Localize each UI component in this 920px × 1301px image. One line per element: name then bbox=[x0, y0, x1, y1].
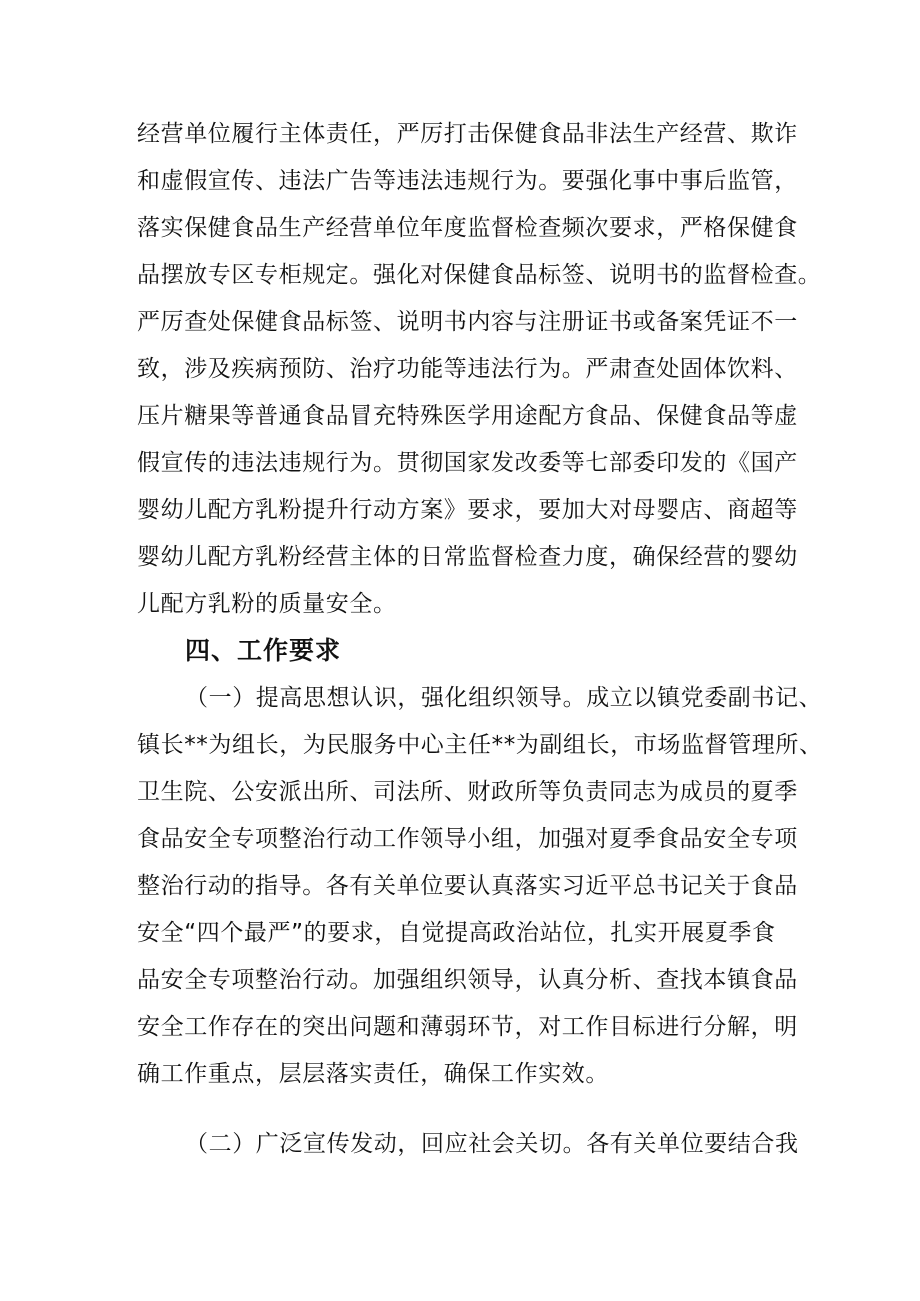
paragraph-1-line-4: 品摆放专区专柜规定。强化对保健食品标签、说明书的监督检查。 bbox=[137, 262, 822, 288]
section-heading: 四、工作要求 bbox=[185, 636, 342, 665]
paragraph-1-line-2: 和虚假宣传、违法广告等违法违规行为。要强化事中事后监管， bbox=[137, 168, 798, 194]
paragraph-1-line-7: 压片糖果等普通食品冒充特殊医学用途配方食品、保健食品等虚 bbox=[137, 403, 798, 429]
paragraph-1-line-8: 假宣传的违法违规行为。贯彻国家发改委等七部委印发的《国产 bbox=[137, 450, 798, 476]
paragraph-2-line-5: 整治行动的指导。各有关单位要认真落实习近平总书记关于食品 bbox=[137, 873, 798, 899]
paragraph-1-line-10: 婴幼儿配方乳粉经营主体的日常监督检查力度，确保经营的婴幼 bbox=[137, 544, 798, 570]
paragraph-2-line-7: 品安全专项整治行动。加强组织领导，认真分析、查找本镇食品 bbox=[137, 967, 798, 993]
paragraph-2-line-1: （一）提高思想认识，强化组织领导。成立以镇党委副书记、 bbox=[185, 685, 823, 711]
paragraph-1-line-6: 致，涉及疾病预防、治疗功能等违法行为。严肃查处固体饮料、 bbox=[137, 356, 798, 382]
paragraph-1-line-9: 婴幼儿配方乳粉提升行动方案》要求，要加大对母婴店、商超等 bbox=[137, 497, 798, 523]
paragraph-2-line-9: 确工作重点，层层落实责任，确保工作实效。 bbox=[137, 1061, 609, 1087]
paragraph-2-line-3: 卫生院、公安派出所、司法所、财政所等负责同志为成员的夏季 bbox=[137, 779, 798, 805]
paragraph-1-line-5: 严厉查处保健食品标签、说明书内容与注册证书或备案凭证不一 bbox=[137, 309, 798, 335]
paragraph-2-line-2: 镇长**为组长，为民服务中心主任**为副组长，市场监督管理所、 bbox=[137, 732, 823, 758]
paragraph-2-line-8: 安全工作存在的突出问题和薄弱环节，对工作目标进行分解，明 bbox=[137, 1014, 798, 1040]
paragraph-3-line-1: （二）广泛宣传发动，回应社会关切。各有关单位要结合我 bbox=[185, 1131, 799, 1157]
paragraph-2-line-4: 食品安全专项整治行动工作领导小组，加强对夏季食品安全专项 bbox=[137, 826, 798, 852]
paragraph-1-line-1: 经营单位履行主体责任，严厉打击保健食品非法生产经营、欺诈 bbox=[137, 121, 798, 147]
paragraph-1-line-3: 落实保健食品生产经营单位年度监督检查频次要求，严格保健食 bbox=[137, 215, 798, 241]
paragraph-2-line-6: 安全“四个最严”的要求，自觉提高政治站位，扎实开展夏季食 bbox=[137, 920, 776, 946]
paragraph-1-line-11: 儿配方乳粉的质量安全。 bbox=[137, 591, 397, 617]
